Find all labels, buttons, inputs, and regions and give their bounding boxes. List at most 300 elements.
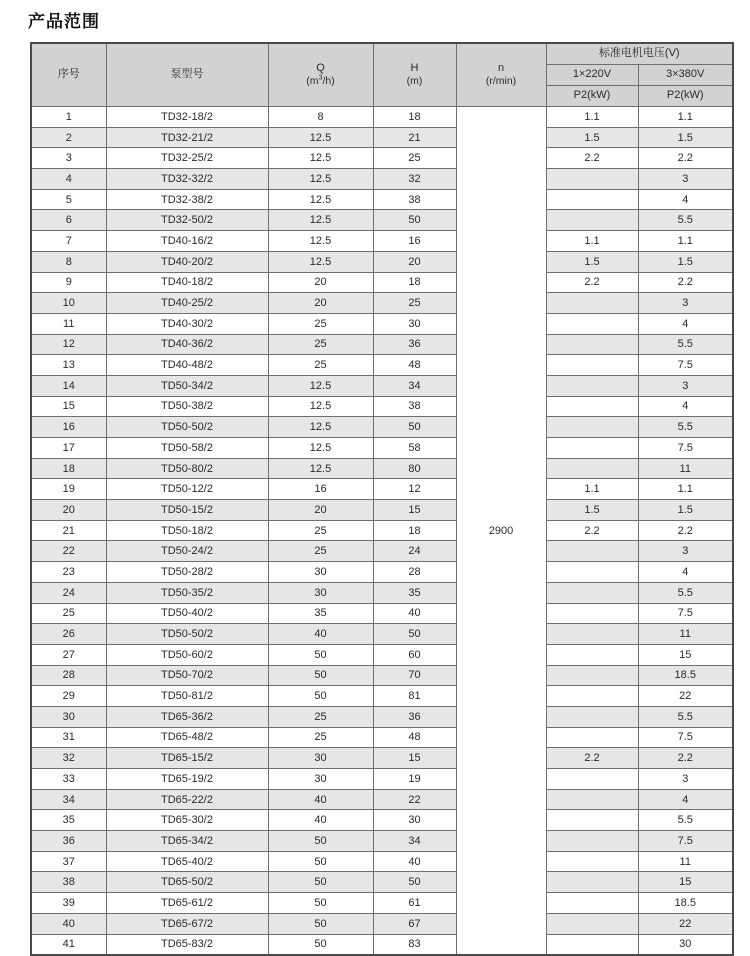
- cell-no: 14: [31, 375, 106, 396]
- cell-q: 25: [268, 355, 373, 376]
- cell-model: TD50-60/2: [106, 644, 268, 665]
- cell-model: TD65-36/2: [106, 706, 268, 727]
- cell-model: TD50-50/2: [106, 417, 268, 438]
- cell-model: TD50-40/2: [106, 603, 268, 624]
- cell-p220: [546, 562, 638, 583]
- cell-p380: 1.1: [638, 231, 733, 252]
- cell-no: 10: [31, 293, 106, 314]
- cell-p220: [546, 438, 638, 459]
- cell-p380: 5.5: [638, 810, 733, 831]
- cell-p220: [546, 210, 638, 231]
- cell-h: 50: [373, 210, 456, 231]
- cell-model: TD40-20/2: [106, 251, 268, 272]
- table-row: [31, 727, 733, 748]
- cell-no: 36: [31, 831, 106, 852]
- table-row: [31, 624, 733, 645]
- table-row: [31, 872, 733, 893]
- cell-model: TD32-32/2: [106, 169, 268, 190]
- cell-no: 16: [31, 417, 106, 438]
- cell-p380: 5.5: [638, 582, 733, 603]
- header-220v-label: 1×220V: [572, 68, 612, 81]
- cell-p220: [546, 810, 638, 831]
- table-row: [31, 913, 733, 934]
- cell-model: TD32-21/2: [106, 127, 268, 148]
- header-p2-380-label: P2(kW): [666, 89, 704, 102]
- cell-no: 25: [31, 603, 106, 624]
- cell-p380: 2.2: [638, 520, 733, 541]
- cell-no: 38: [31, 872, 106, 893]
- cell-p380: 4: [638, 396, 733, 417]
- table-row: [31, 251, 733, 272]
- cell-no: 29: [31, 686, 106, 707]
- cell-h: 18: [373, 107, 456, 128]
- cell-q: 25: [268, 706, 373, 727]
- cell-no: 28: [31, 665, 106, 686]
- cell-model: TD65-48/2: [106, 727, 268, 748]
- cell-model: TD65-67/2: [106, 913, 268, 934]
- header-q-unit-sup: 3: [318, 74, 323, 82]
- cell-p380: 1.5: [638, 251, 733, 272]
- cell-q: 40: [268, 810, 373, 831]
- header-220v: [546, 65, 638, 86]
- table-row: [31, 396, 733, 417]
- cell-no: 5: [31, 189, 106, 210]
- table-row: [31, 582, 733, 603]
- cell-model: TD40-36/2: [106, 334, 268, 355]
- cell-h: 38: [373, 189, 456, 210]
- cell-model: TD50-80/2: [106, 458, 268, 479]
- cell-p380: 2.2: [638, 272, 733, 293]
- cell-p220: 2.2: [546, 148, 638, 169]
- cell-p380: 4: [638, 562, 733, 583]
- cell-p380: 3: [638, 375, 733, 396]
- header-n-unit: (r/min): [485, 75, 517, 88]
- cell-q: 30: [268, 769, 373, 790]
- table-row: [31, 293, 733, 314]
- cell-p380: 5.5: [638, 706, 733, 727]
- cell-q: 20: [268, 500, 373, 521]
- header-q-unit-post: /h): [322, 75, 335, 88]
- cell-p220: [546, 189, 638, 210]
- cell-p380: 3: [638, 769, 733, 790]
- cell-q: 12.5: [268, 251, 373, 272]
- cell-no: 31: [31, 727, 106, 748]
- cell-q: 40: [268, 789, 373, 810]
- cell-q: 12.5: [268, 375, 373, 396]
- header-voltage-group: [546, 43, 733, 65]
- cell-q: 30: [268, 582, 373, 603]
- cell-q: 50: [268, 831, 373, 852]
- cell-q: 12.5: [268, 169, 373, 190]
- header-380v-label: 3×380V: [666, 68, 705, 81]
- table-row: [31, 789, 733, 810]
- cell-h: 34: [373, 375, 456, 396]
- cell-q: 12.5: [268, 148, 373, 169]
- cell-h: 25: [373, 148, 456, 169]
- cell-p220: [546, 872, 638, 893]
- cell-no: 32: [31, 748, 106, 769]
- table-row: [31, 562, 733, 583]
- cell-p220: [546, 769, 638, 790]
- cell-p380: 5.5: [638, 417, 733, 438]
- cell-p380: 7.5: [638, 438, 733, 459]
- cell-model: TD32-38/2: [106, 189, 268, 210]
- cell-h: 35: [373, 582, 456, 603]
- cell-q: 12.5: [268, 458, 373, 479]
- cell-h: 25: [373, 293, 456, 314]
- cell-h: 36: [373, 706, 456, 727]
- cell-p380: 5.5: [638, 334, 733, 355]
- table-row: [31, 210, 733, 231]
- cell-h: 30: [373, 810, 456, 831]
- cell-q: 40: [268, 624, 373, 645]
- cell-no: 11: [31, 313, 106, 334]
- cell-no: 3: [31, 148, 106, 169]
- cell-no: 30: [31, 706, 106, 727]
- cell-h: 48: [373, 727, 456, 748]
- cell-h: 18: [373, 520, 456, 541]
- table-row: [31, 438, 733, 459]
- cell-no: 6: [31, 210, 106, 231]
- table-row: [31, 831, 733, 852]
- header-q-unit-pre: (m: [306, 75, 319, 88]
- cell-p220: 1.1: [546, 231, 638, 252]
- cell-q: 30: [268, 562, 373, 583]
- cell-h: 15: [373, 748, 456, 769]
- cell-q: 50: [268, 893, 373, 914]
- cell-q: 35: [268, 603, 373, 624]
- cell-model: TD50-12/2: [106, 479, 268, 500]
- cell-model: TD50-15/2: [106, 500, 268, 521]
- header-n: [456, 43, 546, 107]
- cell-p380: 30: [638, 934, 733, 955]
- cell-model: TD50-58/2: [106, 438, 268, 459]
- table-row: [31, 479, 733, 500]
- table-row: [31, 769, 733, 790]
- cell-p220: [546, 665, 638, 686]
- cell-no: 13: [31, 355, 106, 376]
- cell-no: 7: [31, 231, 106, 252]
- header-row-1: [31, 43, 733, 65]
- table-row: [31, 334, 733, 355]
- page-title: 产品范围: [28, 12, 100, 31]
- cell-no: 17: [31, 438, 106, 459]
- cell-model: TD50-28/2: [106, 562, 268, 583]
- cell-h: 18: [373, 272, 456, 293]
- cell-model: TD50-35/2: [106, 582, 268, 603]
- cell-no: 18: [31, 458, 106, 479]
- cell-p220: [546, 458, 638, 479]
- cell-q: 30: [268, 748, 373, 769]
- cell-p380: 7.5: [638, 603, 733, 624]
- cell-p220: [546, 831, 638, 852]
- table-header: [31, 43, 733, 107]
- cell-p220: [546, 169, 638, 190]
- cell-model: TD65-22/2: [106, 789, 268, 810]
- cell-q: 12.5: [268, 438, 373, 459]
- cell-h: 61: [373, 893, 456, 914]
- table-row: [31, 686, 733, 707]
- cell-q: 12.5: [268, 127, 373, 148]
- table-row: [31, 417, 733, 438]
- cell-no: 9: [31, 272, 106, 293]
- cell-p220: 2.2: [546, 272, 638, 293]
- cell-model: TD65-15/2: [106, 748, 268, 769]
- cell-p380: 2.2: [638, 748, 733, 769]
- cell-p220: [546, 913, 638, 934]
- table-body: [31, 107, 733, 956]
- table-row: [31, 851, 733, 872]
- cell-model: TD50-81/2: [106, 686, 268, 707]
- cell-h: 34: [373, 831, 456, 852]
- cell-q: 12.5: [268, 189, 373, 210]
- cell-model: TD32-50/2: [106, 210, 268, 231]
- header-no-label: 序号: [57, 68, 80, 81]
- cell-h: 70: [373, 665, 456, 686]
- cell-p220: 1.5: [546, 500, 638, 521]
- cell-q: 20: [268, 293, 373, 314]
- cell-model: TD50-24/2: [106, 541, 268, 562]
- cell-p220: [546, 375, 638, 396]
- cell-p220: [546, 934, 638, 955]
- cell-p380: 2.2: [638, 148, 733, 169]
- cell-model: TD50-34/2: [106, 375, 268, 396]
- table-row: [31, 748, 733, 769]
- cell-p380: 1.5: [638, 500, 733, 521]
- cell-q: 16: [268, 479, 373, 500]
- header-no: [31, 43, 106, 107]
- header-voltage-group-label: 标准电机电压(V): [598, 47, 680, 60]
- cell-model: TD65-19/2: [106, 769, 268, 790]
- cell-p220: 1.5: [546, 251, 638, 272]
- cell-model: TD40-16/2: [106, 231, 268, 252]
- cell-p220: [546, 334, 638, 355]
- cell-model: TD40-25/2: [106, 293, 268, 314]
- table-row: [31, 500, 733, 521]
- header-h-label: H: [410, 61, 419, 74]
- cell-model: TD50-50/2: [106, 624, 268, 645]
- cell-p220: [546, 727, 638, 748]
- cell-p380: 7.5: [638, 831, 733, 852]
- cell-model: TD32-18/2: [106, 107, 268, 128]
- cell-q: 50: [268, 686, 373, 707]
- cell-q: 12.5: [268, 231, 373, 252]
- cell-p220: [546, 396, 638, 417]
- cell-model: TD50-18/2: [106, 520, 268, 541]
- cell-p220: [546, 313, 638, 334]
- header-q-unit: [269, 75, 373, 88]
- cell-h: 50: [373, 417, 456, 438]
- cell-model: TD40-48/2: [106, 355, 268, 376]
- cell-p380: 18.5: [638, 665, 733, 686]
- cell-h: 22: [373, 789, 456, 810]
- cell-no: 35: [31, 810, 106, 831]
- cell-model: TD40-18/2: [106, 272, 268, 293]
- cell-no: 22: [31, 541, 106, 562]
- cell-q: 12.5: [268, 210, 373, 231]
- cell-q: 12.5: [268, 417, 373, 438]
- cell-p220: [546, 417, 638, 438]
- cell-h: 48: [373, 355, 456, 376]
- cell-q: 25: [268, 313, 373, 334]
- cell-p380: 7.5: [638, 727, 733, 748]
- header-p2-220: [546, 86, 638, 107]
- cell-q: 25: [268, 334, 373, 355]
- cell-p220: [546, 582, 638, 603]
- cell-no: 23: [31, 562, 106, 583]
- cell-no: 27: [31, 644, 106, 665]
- cell-p220: [546, 603, 638, 624]
- cell-p220: [546, 541, 638, 562]
- cell-h: 67: [373, 913, 456, 934]
- cell-h: 20: [373, 251, 456, 272]
- cell-p380: 7.5: [638, 355, 733, 376]
- cell-p380: 3: [638, 541, 733, 562]
- table-row: [31, 375, 733, 396]
- cell-p380: 4: [638, 789, 733, 810]
- table-row: [31, 127, 733, 148]
- cell-h: 12: [373, 479, 456, 500]
- cell-h: 40: [373, 603, 456, 624]
- table-row: [31, 313, 733, 334]
- header-model: [106, 43, 268, 107]
- table-row: [31, 541, 733, 562]
- cell-no: 34: [31, 789, 106, 810]
- cell-p380: 18.5: [638, 893, 733, 914]
- cell-h: 60: [373, 644, 456, 665]
- table-row: [31, 458, 733, 479]
- header-model-label: 泵型号: [170, 68, 204, 81]
- cell-p380: 22: [638, 686, 733, 707]
- cell-p380: 5.5: [638, 210, 733, 231]
- cell-model: TD65-40/2: [106, 851, 268, 872]
- cell-p220: 1.1: [546, 479, 638, 500]
- header-q: [268, 43, 373, 107]
- cell-no: 19: [31, 479, 106, 500]
- cell-model: TD50-70/2: [106, 665, 268, 686]
- cell-p380: 4: [638, 313, 733, 334]
- header-p2-380: [638, 86, 733, 107]
- cell-h: 83: [373, 934, 456, 955]
- cell-p380: 11: [638, 624, 733, 645]
- table-row: [31, 107, 733, 128]
- cell-q: 50: [268, 665, 373, 686]
- cell-model: TD50-38/2: [106, 396, 268, 417]
- cell-no: 12: [31, 334, 106, 355]
- table-row: [31, 231, 733, 252]
- cell-h: 80: [373, 458, 456, 479]
- cell-p220: 1.1: [546, 107, 638, 128]
- table-row: [31, 893, 733, 914]
- table-row: [31, 148, 733, 169]
- cell-model: TD65-83/2: [106, 934, 268, 955]
- cell-p220: [546, 644, 638, 665]
- cell-p380: 1.1: [638, 479, 733, 500]
- header-h: [373, 43, 456, 107]
- cell-q: 25: [268, 727, 373, 748]
- cell-no: 26: [31, 624, 106, 645]
- cell-p220: [546, 355, 638, 376]
- cell-h: 24: [373, 541, 456, 562]
- header-p2-220-label: P2(kW): [573, 89, 611, 102]
- table-row: [31, 644, 733, 665]
- cell-no: 37: [31, 851, 106, 872]
- cell-no: 20: [31, 500, 106, 521]
- cell-p380: 11: [638, 851, 733, 872]
- cell-q: 20: [268, 272, 373, 293]
- cell-model: TD65-50/2: [106, 872, 268, 893]
- cell-no: 40: [31, 913, 106, 934]
- cell-p380: 15: [638, 644, 733, 665]
- cell-p220: 1.5: [546, 127, 638, 148]
- cell-h: 32: [373, 169, 456, 190]
- cell-no: 4: [31, 169, 106, 190]
- cell-model: TD40-30/2: [106, 313, 268, 334]
- cell-h: 58: [373, 438, 456, 459]
- cell-no: 8: [31, 251, 106, 272]
- cell-q: 12.5: [268, 396, 373, 417]
- table-row: [31, 665, 733, 686]
- table-row: [31, 272, 733, 293]
- cell-model: TD65-34/2: [106, 831, 268, 852]
- table-row: [31, 706, 733, 727]
- cell-q: 50: [268, 872, 373, 893]
- cell-model: TD32-25/2: [106, 148, 268, 169]
- cell-h: 81: [373, 686, 456, 707]
- cell-h: 38: [373, 396, 456, 417]
- table-row: [31, 603, 733, 624]
- cell-p380: 22: [638, 913, 733, 934]
- cell-model: TD65-61/2: [106, 893, 268, 914]
- cell-p220: 2.2: [546, 748, 638, 769]
- cell-q: 50: [268, 934, 373, 955]
- table-row: [31, 934, 733, 955]
- cell-h: 28: [373, 562, 456, 583]
- cell-no: 33: [31, 769, 106, 790]
- cell-p380: 3: [638, 293, 733, 314]
- cell-p380: 1.5: [638, 127, 733, 148]
- header-h-unit: (m): [406, 75, 423, 88]
- table-row: [31, 810, 733, 831]
- cell-p380: 4: [638, 189, 733, 210]
- cell-p380: 11: [638, 458, 733, 479]
- cell-no: 21: [31, 520, 106, 541]
- cell-p220: [546, 706, 638, 727]
- cell-p220: [546, 293, 638, 314]
- cell-no: 15: [31, 396, 106, 417]
- product-range-table: [30, 42, 734, 956]
- cell-h: 40: [373, 851, 456, 872]
- cell-p380: 1.1: [638, 107, 733, 128]
- cell-h: 50: [373, 624, 456, 645]
- cell-h: 19: [373, 769, 456, 790]
- cell-q: 25: [268, 541, 373, 562]
- cell-n-speed: 2900: [456, 107, 546, 956]
- cell-no: 39: [31, 893, 106, 914]
- cell-h: 15: [373, 500, 456, 521]
- cell-q: 25: [268, 520, 373, 541]
- cell-q: 50: [268, 644, 373, 665]
- table-row: [31, 520, 733, 541]
- cell-model: TD65-30/2: [106, 810, 268, 831]
- cell-h: 30: [373, 313, 456, 334]
- cell-p220: [546, 624, 638, 645]
- cell-p220: [546, 789, 638, 810]
- cell-p220: 2.2: [546, 520, 638, 541]
- cell-p380: 3: [638, 169, 733, 190]
- table-row: [31, 189, 733, 210]
- header-n-label: n: [497, 61, 505, 74]
